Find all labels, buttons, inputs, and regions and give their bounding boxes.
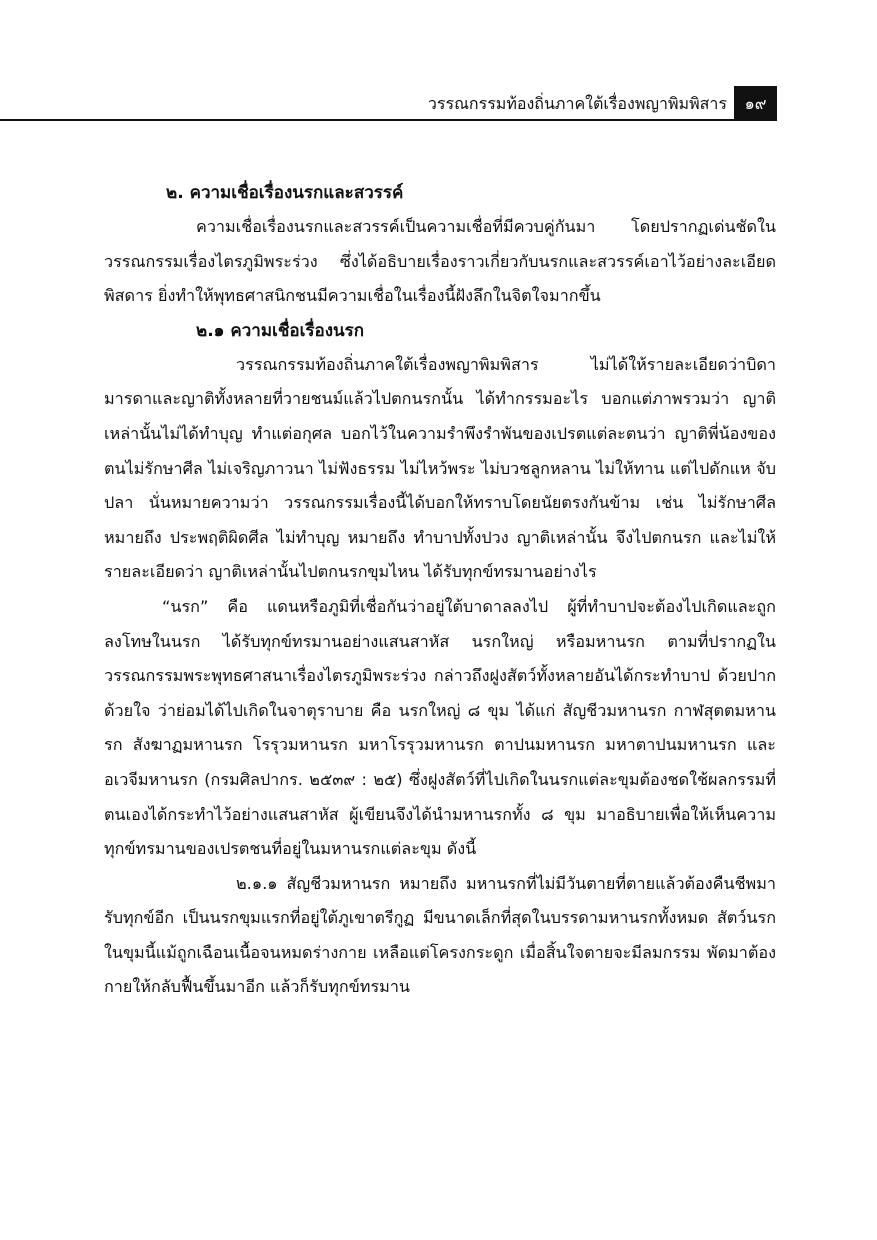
- subsection-heading: ๒.๑ ความเชื่อเรื่องนรก: [196, 320, 365, 341]
- intro-paragraph: ความเชื่อเรื่องนรกและสวรรค์เป็นความเชื่อที่มีควบคู่กันมา โดยปรากฏเด่นชัดในวรรณกรรมเรื่องไตรภูมิพระร่วง ซึ่งได้อธิบายเรื่องราวเกี่ยวกับนรกและสวรรค์เอาไว้อย่างละเอียดพิสดาร ยิ่งทำให้พุทธศาสนิกชนมีความเชื่อในเรื่องนี้ฝังลึกในจิตใจมากขึ้น: [104, 217, 776, 306]
- header-rule: [0, 119, 777, 121]
- hell-paragraph-3: ๒.๑.๑ สัญชีวมหานรก หมายถึง มหานรกที่ไม่มีวันตายที่ตายแล้วต้องคืนชีพมารับทุกข์อีก เป็นนรกขุมแรกที่อยู่ใต้ภูเขาตรีกูฏ มีขนาดเล็กที่สุดในบรรดามหานรกทั้งหมด สัตว์นรกในขุมนี้แม้ถูกเฉือนเนื้อจนหมดร่างกาย เหลือแต่โครงกระดูก เมื่อสิ้นใจตายจะมีลมกรรม พัดมาต้องกายให้กลับฟื้นขึ้นมาอีก แล้วก็รับทุกข์ทรมาน: [104, 873, 776, 997]
- page-number: ๑๙: [734, 86, 777, 121]
- running-header: [0, 86, 877, 124]
- hell-paragraph-2: “นรก” คือ แดนหรือภูมิที่เชื่อกันว่าอยู่ใต้บาดาลลงไป ผู้ที่ทำบาปจะต้องไปเกิดและถูกลงโทษในนรก ได้รับทุกข์ทรมานอย่างแสนสาหัส นรกใหญ่ หรือมหานรก ตามที่ปรากฏในวรรณกรรมพระพุทธศาสนาเรื่องไตรภูมิพระร่วง กล่าวถึงฝูงสัตว์ทั้งหลายอันได้กระทำบาป ด้วยปาก ด้วยใจ ว่าย่อมได้ไปเกิดในจาตุราบาย คือ นรกใหญ่ ๘ ขุม ได้แก่ สัญชีวมหานรก กาฬสุตตมหานรก สังฆาฏมหานรก โรรุวมหานรก มหาโรรุวมหานรก ตาปนมหานรก มหาตาปนมหานรก และอเวจีมหานรก (กรมศิลปากร. ๒๕๓๙ : ๒๕) ซึ่งฝูงสัตว์ที่ไปเกิดในนรกแต่ละขุมต้องชดใช้ผลกรรมที่ตนเองได้กระทำไว้อย่างแสนสาหัส ผู้เขียนจึงได้นำมหานรกทั้ง ๘ ขุม มาอธิบายเพื่อให้เห็นความทุกข์ทรมานของเปรตชนที่อยู่ในมหานรกแต่ละขุม ดังนี้: [104, 596, 776, 859]
- page-body: [104, 176, 776, 1005]
- header-title: วรรณกรรมท้องถิ่นภาคใต้เรื่องพญาพิมพิสาร: [427, 94, 727, 113]
- hell-paragraph-1: วรรณกรรมท้องถิ่นภาคใต้เรื่องพญาพิมพิสาร ไม่ได้ให้รายละเอียดว่าบิดามารดาและญาติทั้งหลายที่วายชนม์แล้วไปตกนรกนั้น ได้ทำกรรมอะไร บอกแต่ภาพรวมว่า ญาติเหล่านั้นไม่ได้ทำบุญ ทำแต่อกุศล บอกไว้ในความรำพึงรำพันของเปรตแต่ละตนว่า ญาติพี่น้องของตนไม่รักษาศีล ไม่เจริญภาวนา ไม่ฟังธรรม ไม่ไหว้พระ ไม่บวชลูกหลาน ไม่ให้ทาน แต่ไปดักแห จับปลา นั่นหมายความว่า วรรณกรรมเรื่องนี้ได้บอกให้ทราบโดยนัยตรงกันข้าม เช่น ไม่รักษาศีล หมายถึง ประพฤติผิดศีล ไม่ทำบุญ หมายถึง ทำบาปทั้งปวง ญาติเหล่านั้น จึงไปตกนรก และไม่ให้รายละเอียดว่า ญาติเหล่านั้นไปตกนรกขุมไหน ได้รับทุกข์ทรมานอย่างไร: [104, 354, 776, 582]
- section-heading: ๒. ความเชื่อเรื่องนรกและสวรรค์: [166, 183, 404, 203]
